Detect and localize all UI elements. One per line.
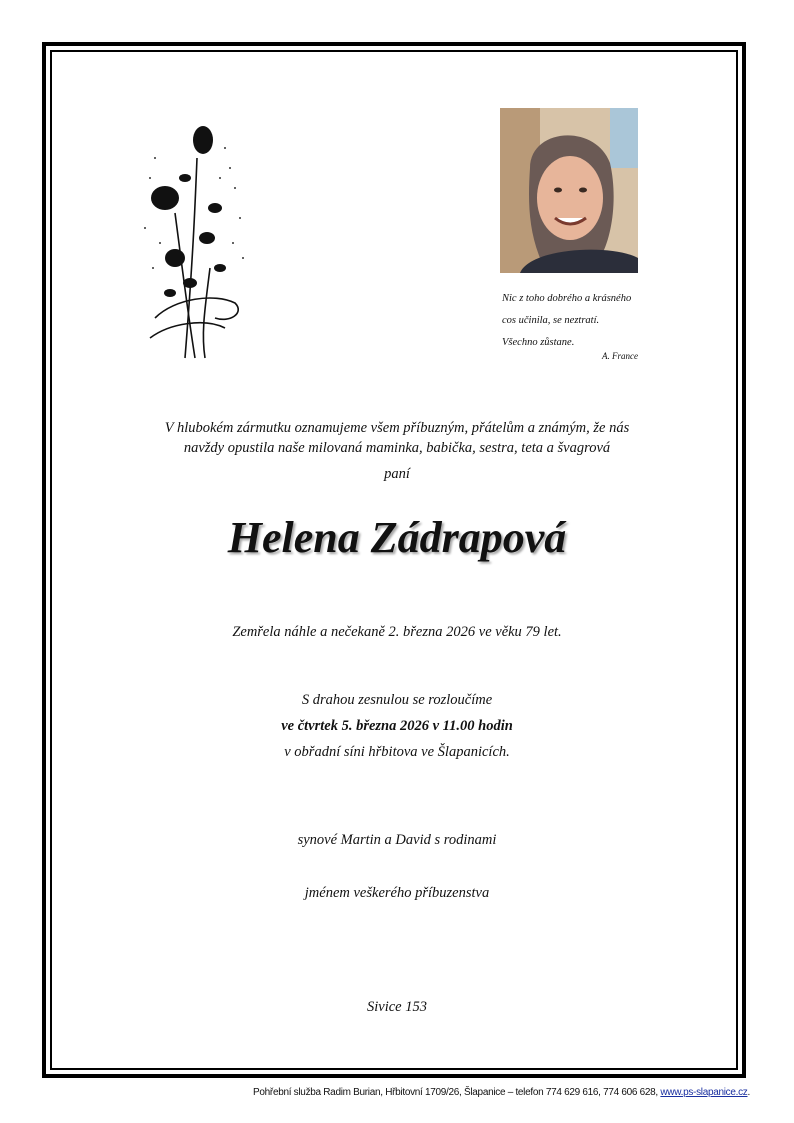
rose-bouquet-illustration [135, 118, 250, 368]
farewell-place: v obřadní síni hřbitova ve Šlapanicích. [284, 744, 510, 760]
farewell-info [60, 687, 734, 765]
quote-line: Všechno zůstane. [502, 337, 575, 348]
farewell-line: S drahou zesnulou se rozloučíme [301, 692, 493, 708]
footer-end: . [747, 1087, 750, 1098]
on-behalf: jménem veškerého příbuzenstva [304, 885, 490, 901]
quote-block [502, 288, 652, 362]
intro-line: V hlubokém zármutku oznamujeme všem příbuzným, přátelům a známým, že nás [164, 420, 630, 436]
footer-text: Pohřební služba Radim Burian, Hřbitovní 1709/26, Šlapanice – telefon 774 629 616, 774 606 628, [253, 1087, 661, 1098]
quote-line: Nic z toho dobrého a krásného [502, 293, 632, 304]
farewell-date: ve čtvrtek 5. března 2026 v 11.00 hodin [281, 718, 513, 734]
portrait-photo [500, 108, 638, 273]
mourners: synové Martin a David s rodinami [297, 832, 497, 848]
intro-line: navždy opustila naše milovaná maminka, babička, sestra, teta a švagrová [183, 440, 611, 456]
address: Sivice 153 [367, 999, 427, 1015]
funeral-service-footer [253, 1087, 750, 1098]
footer-website-link[interactable]: www.ps-slapanice.cz [660, 1087, 748, 1098]
announcement-intro [60, 418, 734, 458]
death-info: Zemřela náhle a nečekaně 2. března 2026 ve věku 79 let. [232, 624, 562, 640]
deceased-name: Helena Zádrapová [227, 513, 567, 562]
title-pani: paní [384, 466, 410, 482]
quote-line: cos učinila, se neztratí. [502, 315, 600, 326]
quote-author: A. France [602, 351, 638, 361]
